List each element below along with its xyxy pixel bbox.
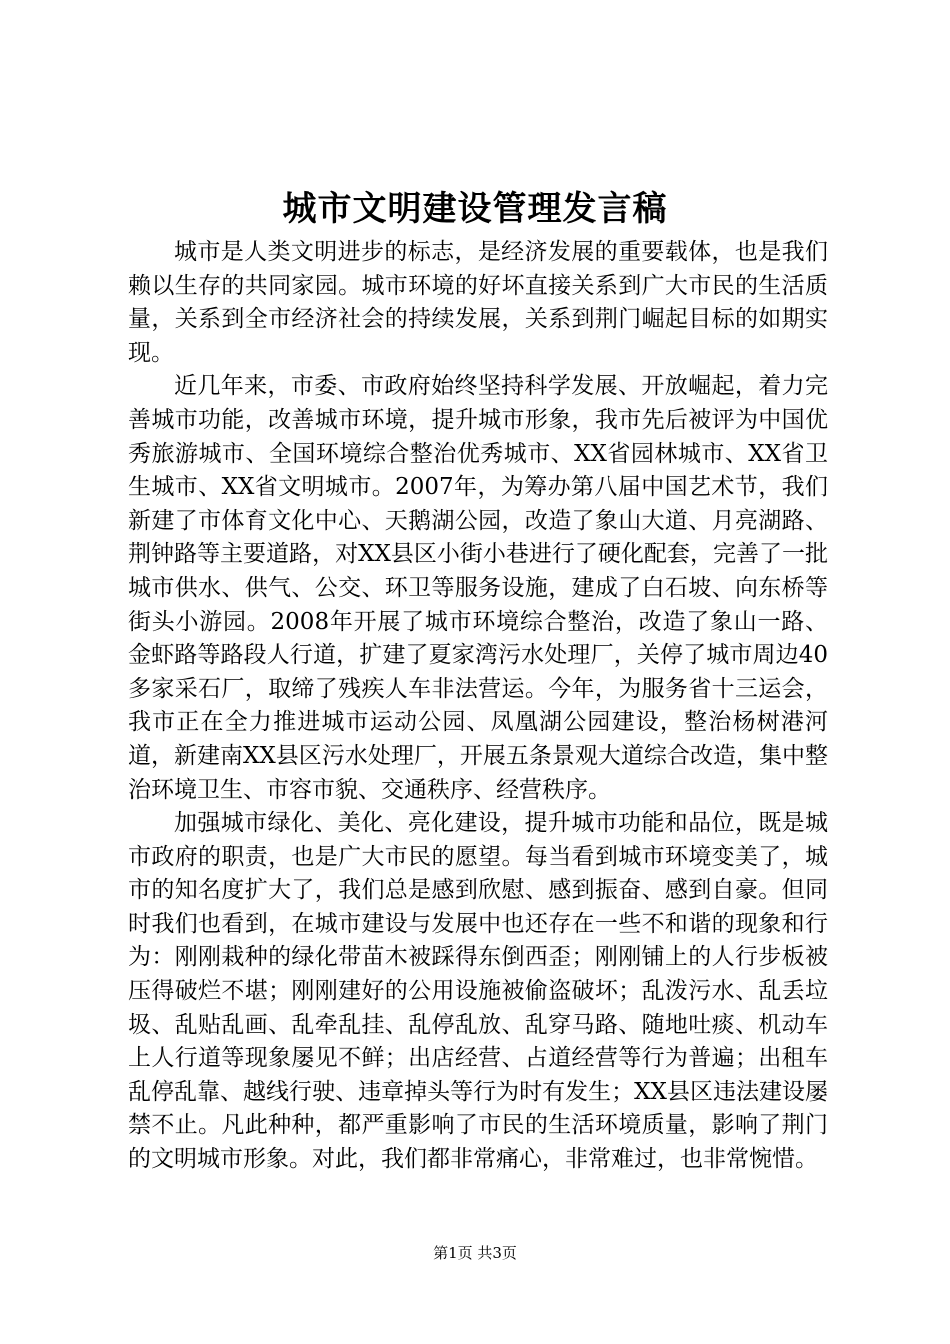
paragraph-2: 近几年来，市委、市政府始终坚持科学发展、开放崛起，着力完善城市功能，改善城市环境，提升城市形象，我市先后被评为中国优秀旅游城市、全国环境综合整治优秀城市、XX省园林城市、XX省卫生城市、XX省文明城市。2007年，为筹办第八届中国艺术节，我们新建了市体育文化中心、天鹅湖公园，改造了象山大道、月亮湖路、荆钟路等主要道路，对XX县区小街小巷进行了硬化配套，完善了一批城市供水、供气、公交、环卫等服务设施，建成了白石坡、向东桥等街头小游园。2008年开展了城市环境综合整治，改造了象山一路、金虾路等路段人行道，扩建了夏家湾污水处理厂，关停了城市周边40多家采石厂，取缔了残疾人车非法营运。今年，为服务省十三运会，我市正在全力推进城市运动公园、凤凰湖公园建设，整治杨树港河道，新建南XX县区污水处理厂，开展五条景观大道综合改造，集中整治环境卫生、市容市貌、交通秩序、经营秩序。 xyxy=(128,373,828,803)
paragraph-3: 加强城市绿化、美化、亮化建设，提升城市功能和品位，既是城市政府的职责，也是广大市民的愿望。每当看到城市环境变美了，城市的知名度扩大了，我们总是感到欣慰、感到振奋、感到自豪。但同时我们也看到，在城市建设与发展中也还存在一些不和谐的现象和行为：刚刚栽种的绿化带苗木被踩得东倒西歪；刚刚铺上的人行步板被压得破烂不堪；刚刚建好的公用设施被偷盗破坏；乱泼污水、乱丢垃圾、乱贴乱画、乱牵乱挂、乱停乱放、乱穿马路、随地吐痰、机动车上人行道等现象屡见不鲜；出店经营、占道经营等行为普遍；出租车乱停乱靠、越线行驶、违章掉头等行为时有发生；XX县区违法建设屡禁不止。凡此种种，都严重影响了市民的生活环境质量，影响了荆门的文明城市形象。对此，我们都非常痛心，非常难过，也非常惋惜。 xyxy=(128,810,828,1173)
page-number-footer: 第1页 共3页 xyxy=(433,1244,517,1262)
document-title: 城市文明建设管理发言稿 xyxy=(282,189,668,229)
document-body xyxy=(128,236,828,1177)
paragraph-1: 城市是人类文明进步的标志，是经济发展的重要载体，也是我们赖以生存的共同家园。城市环境的好坏直接关系到广大市民的生活质量，关系到全市经济社会的持续发展，关系到荆门崛起目标的如期实现。 xyxy=(128,239,828,366)
